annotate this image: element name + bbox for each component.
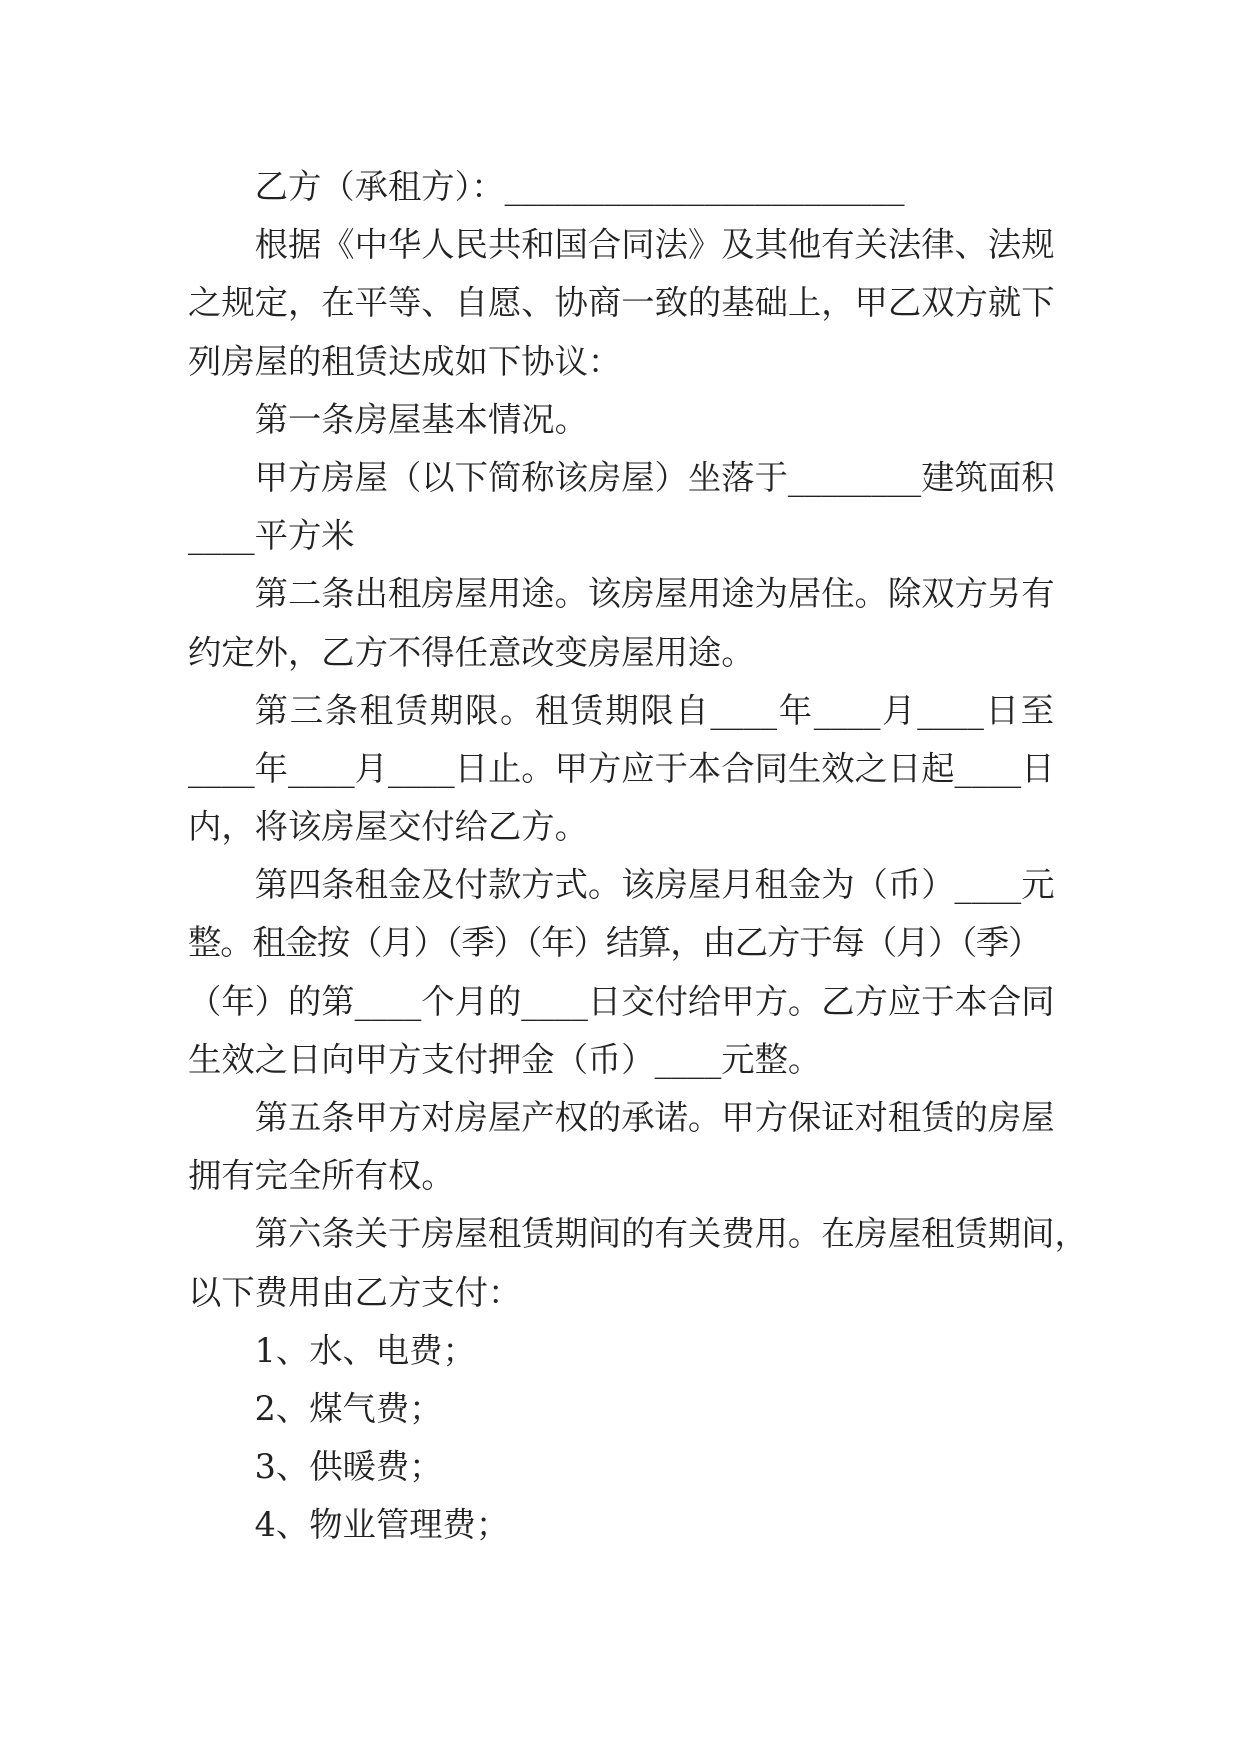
article-1-heading bbox=[188, 391, 1054, 449]
article-6-paragraph bbox=[188, 1205, 1088, 1321]
text-line: 2、煤气费； bbox=[254, 1388, 443, 1428]
text-line: 内，将该房屋交付给乙方。 bbox=[188, 807, 588, 847]
preamble-paragraph bbox=[188, 216, 1054, 391]
fee-item-2 bbox=[188, 1380, 1054, 1438]
text-line: （年）的第____个月的____日交付给甲方。乙方应于本合同 bbox=[188, 981, 1055, 1021]
text-line: 整。租金按（月）（季）（年）结算，由乙方于每（月）（季） bbox=[188, 923, 1041, 963]
text-line: 约定外，乙方不得任意改变房屋用途。 bbox=[188, 632, 755, 672]
text-line: 4、物业管理费； bbox=[254, 1505, 510, 1545]
article-4-paragraph bbox=[188, 856, 1054, 1089]
text-line: ____平方米 bbox=[188, 516, 355, 556]
text-line: 之规定，在平等、自愿、协商一致的基础上，甲乙双方就下 bbox=[188, 283, 1055, 323]
text-line: 拥有完全所有权。 bbox=[188, 1156, 455, 1196]
fee-item-3 bbox=[188, 1438, 1054, 1496]
text-line: 第三条租赁期限。租赁期限自____年____月____日至 bbox=[254, 690, 1054, 730]
document-body bbox=[188, 158, 1088, 1555]
text-line: 以下费用由乙方支付： bbox=[188, 1272, 522, 1312]
article-5-paragraph bbox=[188, 1089, 1054, 1205]
article-1-location-paragraph bbox=[188, 449, 1054, 565]
text-line: 乙方（承租方）：________________________ bbox=[254, 167, 905, 206]
fee-item-1 bbox=[188, 1322, 1054, 1380]
text-line: 第五条甲方对房屋产权的承诺。甲方保证对租赁的房屋 bbox=[254, 1098, 1055, 1137]
text-line: 第四条租金及付款方式。该房屋月租金为（币）____元 bbox=[254, 865, 1055, 905]
text-line: 第六条关于房屋租赁期间的有关费用。在房屋租赁期间， bbox=[254, 1214, 1088, 1254]
text-line: 根据《中华人民共和国合同法》及其他有关法律、法规 bbox=[254, 225, 1055, 265]
text-line: ____年____月____日止。甲方应于本合同生效之日起____日 bbox=[188, 748, 1055, 788]
text-line: 3、供暖费； bbox=[254, 1447, 443, 1487]
article-2-paragraph bbox=[188, 565, 1054, 681]
party-b-paragraph bbox=[188, 158, 1054, 216]
fee-item-4 bbox=[188, 1496, 1054, 1554]
text-line: 1、水、电费； bbox=[254, 1330, 476, 1370]
article-3-paragraph bbox=[188, 682, 1054, 857]
text-line: 甲方房屋（以下简称该房屋）坐落于________建筑面积 bbox=[254, 457, 1055, 497]
text-line: 列房屋的租赁达成如下协议： bbox=[188, 341, 622, 381]
text-line: 第一条房屋基本情况。 bbox=[254, 399, 588, 439]
text-line: 生效之日向甲方支付押金（币）____元整。 bbox=[188, 1039, 822, 1079]
text-line: 第二条出租房屋用途。该房屋用途为居住。除双方另有 bbox=[254, 574, 1055, 614]
